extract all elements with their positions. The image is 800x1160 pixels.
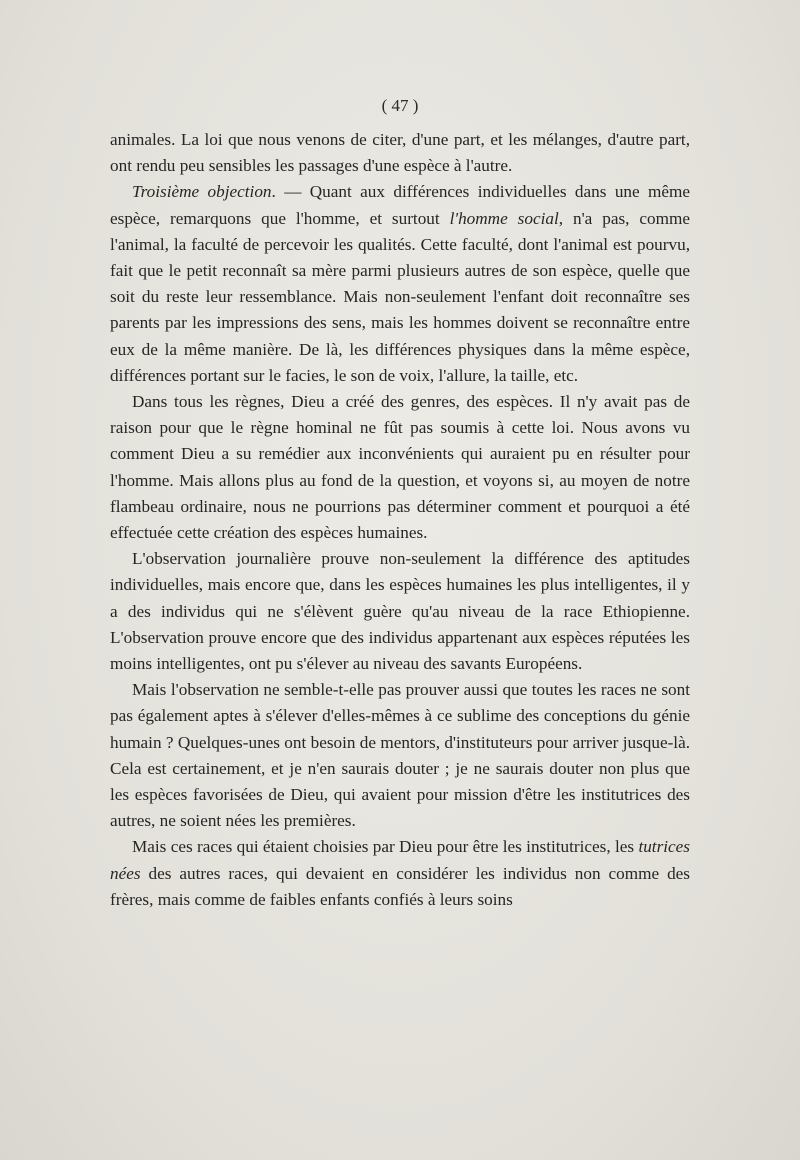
paragraph [110, 546, 690, 677]
paragraph [110, 677, 690, 834]
text-run: L'observation journalière prouve non-seulement la différence des aptitudes individuelles, mais encore que, dans les espèces humaines les plus intelligentes, il y a des individus qui ne s'élèvent guère qu'au niveau de la race Ethiopienne. L'observation prouve encore que des individus appartenant aux espèces réputées les moins intelligentes, ont pu s'élever au niveau des savants Européens. [110, 549, 690, 674]
italic-text: tutrices nées [110, 837, 690, 883]
paragraph [110, 389, 690, 546]
text-run: des autres races, qui devaient en considérer les individus non comme des frères, mais comme de faibles enfants confiés à leurs soins [110, 863, 690, 909]
paragraph [110, 127, 690, 179]
text-run: animales. La loi que nous venons de citer, d'une part, et les mélanges, d'autre part, ont rendu peu sensibles les passages d'une espèce à l'autre. [110, 130, 690, 176]
text-run: , n'a pas, comme l'animal, la faculté de percevoir les qualités. Cette faculté, dont l'animal est pourvu, fait que le petit reconnaît sa mère parmi plusieurs autres de son espèce, quelle que soit du reste leur ressemblance. Mais non-seulement l'enfant doit reconnaître ses parents par les impressions des sens, mais les hommes doivent se reconnaître entre eux de la même manière. De là, les différences physiques dans la même espèce, différences portant sur le facies, le son de voix, l'allure, la taille, etc. [110, 208, 690, 385]
text-run: Mais ces races qui étaient choisies par Dieu pour être les institutrices, les [132, 837, 639, 857]
page-number: ( 47 ) [381, 96, 419, 115]
paragraph [110, 834, 690, 913]
body-text [110, 127, 690, 913]
text-run: Dans tous les règnes, Dieu a créé des genres, des espèces. Il n'y avait pas de raison pour que le règne hominal ne fût pas soumis à cette loi. Nous avons vu comment Dieu a su remédier aux inconvénients qui auraient pu en résulter pour l'homme. Mais allons plus au fond de la question, et voyons si, au moyen de notre flambeau ordinaire, nous ne pourrions pas déterminer comment et pourquoi a été effectuée cette création des espèces humaines. [110, 392, 690, 543]
text-run: Mais l'observation ne semble-t-elle pas prouver aussi que toutes les races ne sont pas également aptes à s'élever d'elles-mêmes à ce sublime des conceptions du génie humain ? Quelques-unes ont besoin de mentors, d'instituteurs pour arriver jusque-là. Cela est certainement, et je n'en saurais douter ; je ne saurais douter non plus que les espèces favorisées de Dieu, qui avaient pour mission d'être les institutrices des autres, ne soient nées les premières. [110, 680, 690, 831]
italic-text: Troisième objection [132, 182, 272, 202]
italic-text: l'homme social [449, 208, 559, 228]
paragraph [110, 179, 690, 389]
text-run: . — Quant aux différences individuelles dans une même espèce, remarquons que l'homme, et surtout [110, 182, 691, 228]
